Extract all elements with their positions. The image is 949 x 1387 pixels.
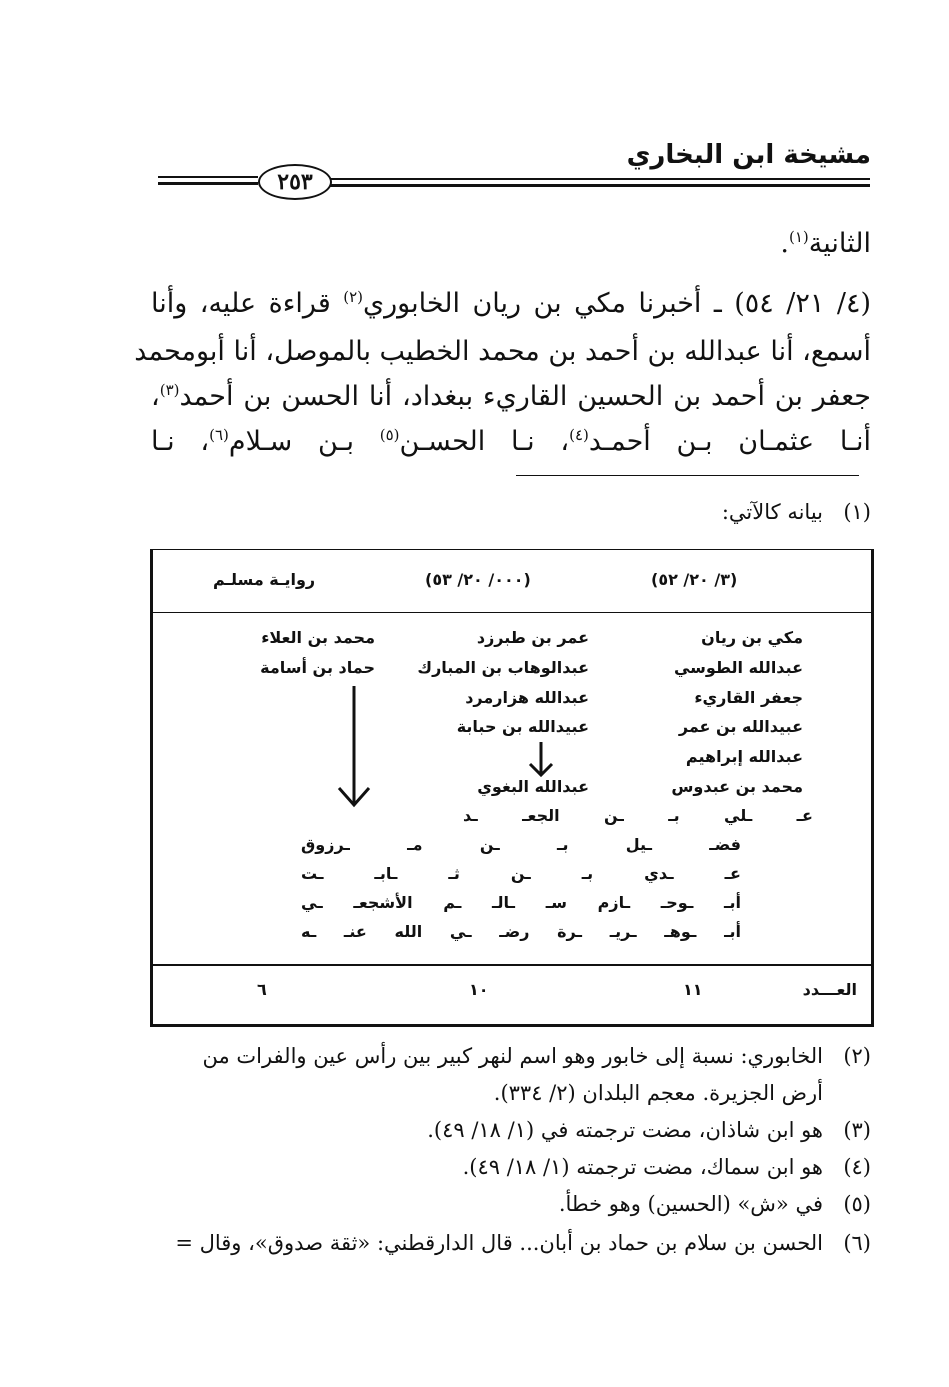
- header-col3: روايـة مسلـم: [213, 570, 316, 589]
- section-heading: [780, 228, 871, 259]
- body-line-2: [134, 336, 871, 367]
- footnote-2-line1: الخابوري: نسبة إلى خابور وهو اسم لنهر كبير بين رأس عين والفرات من: [202, 1044, 823, 1068]
- body-line-3: [151, 383, 871, 410]
- col2-name: عبيدالله بن حبابة: [456, 717, 589, 736]
- header-col1: (٣/ ٢٠/ ٥٢): [651, 570, 738, 589]
- col2-name: عبدالله هزارمرد: [465, 688, 589, 707]
- footer-count-col3: ٦: [257, 980, 267, 999]
- line4-part-a: أنـا عثمـان بـن أحمـد: [588, 426, 871, 457]
- line1-part-b: قراءة عليه، وأنا: [151, 288, 344, 319]
- footnote-5-number: (٥): [843, 1192, 871, 1216]
- footnote-separator: [516, 475, 859, 476]
- chain-segment: ـابـ: [374, 864, 398, 883]
- col3-name: حماد بن أسامة: [260, 658, 375, 677]
- chain-segment: ـيل بـ: [556, 835, 652, 854]
- chain-segment: ـرة رضـ: [499, 922, 582, 941]
- footnote-1-number: (١): [843, 500, 871, 524]
- header-rule-left: [158, 176, 258, 178]
- col1-name: عبدالله الطوسي: [673, 658, 803, 677]
- footnote-4: [463, 1157, 871, 1178]
- footnote-5: [559, 1194, 871, 1215]
- footnote-4-text: هو ابن سماك، مضت ترجمته (١/ ١٨/ ٤٩).: [462, 1155, 823, 1179]
- line2-text: أسمع، أنا عبدالله بن أحمد بن محمد الخطيب بالموصل، أنا أبومحمد: [134, 336, 871, 367]
- chain-segment: ـم الأشجعـ: [353, 893, 462, 912]
- chain-segment: ـالـ: [492, 893, 515, 912]
- table-header-divider: [153, 612, 871, 613]
- chain-segment: ـوحـ: [660, 893, 694, 912]
- chain-segment: ـت: [301, 864, 324, 883]
- chain-ali-ibn-al-jad: [463, 806, 813, 825]
- chain-segment: ـي الله عنـ: [343, 922, 472, 941]
- body-line-1: [151, 290, 871, 317]
- footnote-3-text: هو ابن شاذان، مضت ترجمته في (١/ ١٨/ ٤٩).: [427, 1118, 823, 1142]
- chain-segment: أبـ: [724, 922, 742, 941]
- chain-table: [150, 549, 874, 1027]
- line4-part-c: بـن سـلام: [228, 426, 380, 457]
- header-rule-left-lower: [158, 182, 258, 185]
- footer-count-label: العـــدد: [802, 980, 857, 999]
- chain-segment: ـي: [301, 893, 323, 912]
- col1-name: مكي بن ريان: [701, 628, 803, 647]
- footnote-ref-3: (٣): [159, 381, 180, 399]
- chain-segment: ـرزوق: [301, 835, 350, 854]
- chain-segment: عـ: [724, 864, 741, 883]
- section-heading-text: الثانية: [808, 228, 871, 259]
- col2-name: عمر بن طبرزد: [476, 628, 589, 647]
- chain-abu-hazim: [301, 893, 741, 912]
- chain-segment: أبـ: [724, 893, 741, 912]
- chain-segment: ـن مـ: [407, 835, 500, 854]
- header-col2: (٠٠٠/ ٢٠/ ٥٣): [425, 570, 531, 589]
- footnote-ref-2: (٢): [343, 288, 363, 306]
- footnote-6-number: (٦): [843, 1231, 871, 1255]
- footnote-ref-6: (٦): [209, 426, 229, 444]
- col2-name: عبدالله البغوي: [477, 777, 589, 796]
- header-rule-right-lower: [330, 184, 870, 187]
- footnote-2-continuation: [494, 1083, 823, 1104]
- footer-count-col2: ١٠: [469, 980, 489, 999]
- table-footer-divider: [153, 964, 871, 966]
- col2-name: عبدالوهاب بن المبارك: [417, 658, 589, 677]
- footnote-2-number: (٢): [843, 1044, 871, 1068]
- footnote-2-line2: أرض الجزيرة. معجم البلدان (٢/ ٣٣٤).: [493, 1081, 823, 1105]
- footnote-3: [427, 1120, 871, 1141]
- chain-segment: فضـ: [709, 835, 741, 854]
- chain-segment: ـه: [301, 922, 317, 941]
- col1-name: عبيدالله بن عمر: [678, 717, 803, 736]
- chain-segment: ـريـ: [609, 922, 637, 941]
- footnote-1: [722, 502, 871, 523]
- line4-part-d: ، نـا: [151, 426, 210, 457]
- chain-adi: [301, 864, 741, 883]
- footnote-6-text: الحسن بن سلام بن حماد بن أبان... قال الدارقطني: «ثقة صدوق»، وقال =: [175, 1231, 823, 1255]
- book-title: مشيخة ابن البخاري: [626, 140, 871, 170]
- footnote-6: [175, 1233, 871, 1254]
- arrow-down-icon: [528, 742, 554, 778]
- line1-part-a: (٤/ ٢١/ ٥٤) ـ أخبرنا مكي بن ريان الخابوري: [363, 288, 871, 319]
- col1-name: محمد بن عبدوس: [671, 777, 803, 796]
- footnote-ref-5: (٥): [379, 426, 400, 444]
- arrow-down-icon: [336, 686, 372, 810]
- chain-segment: ـازم سـ: [545, 893, 631, 912]
- chain-fudayl: [301, 835, 741, 854]
- header-rule-right: [330, 178, 870, 180]
- page-number-badge: [258, 164, 332, 200]
- chain-segment: ـلي بـ: [668, 806, 753, 825]
- body-line-4: [151, 428, 871, 455]
- page-number: ٢٥٣: [277, 169, 313, 195]
- footnote-4-number: (٤): [843, 1155, 871, 1179]
- col1-name: جعفر القاريء: [694, 688, 803, 707]
- footer-count-col1: ١١: [683, 980, 703, 999]
- chain-segment: ـدي بـ: [581, 864, 674, 883]
- chain-segment: ـن الجعـ: [522, 806, 624, 825]
- chain-segment: ـوهـ: [664, 922, 697, 941]
- section-heading-end: .: [780, 228, 789, 259]
- line3-part-a: جعفر بن أحمد بن الحسين القاريء ببغداد، أنا الحسن بن أحمد: [179, 381, 871, 412]
- chain-abu-hurayra: [301, 922, 741, 941]
- chain-segment: ـن ثـ: [448, 864, 531, 883]
- chain-segment: عـ: [796, 806, 813, 825]
- line3-part-b: ،: [151, 381, 160, 412]
- footnote-ref-4: (٤): [569, 426, 589, 444]
- chain-segment: ـد: [463, 806, 478, 825]
- footnote-1-text: بيانه كالآتي:: [721, 500, 823, 524]
- line4-part-b: ، نـا الحسـن: [399, 426, 570, 457]
- footnote-3-number: (٣): [843, 1118, 871, 1142]
- col3-name: محمد بن العلاء: [261, 628, 375, 647]
- footnote-ref-1: (١): [788, 228, 809, 246]
- col1-name: عبدالله إبراهيم: [685, 747, 803, 766]
- footnote-5-text: في «ش» (الحسين) وهو خطأ.: [558, 1192, 823, 1216]
- footnote-2: [202, 1046, 871, 1067]
